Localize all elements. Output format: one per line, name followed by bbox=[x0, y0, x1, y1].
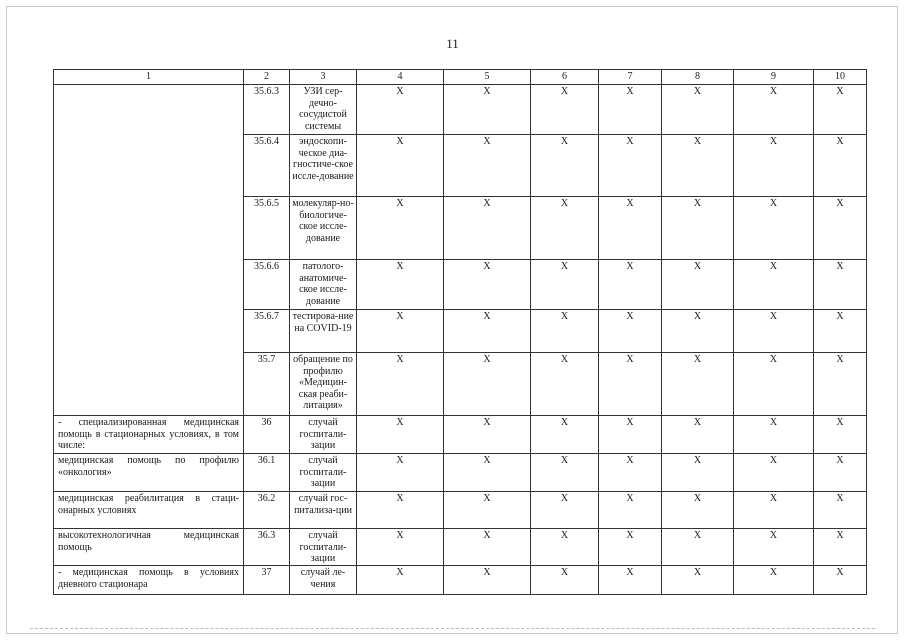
value-cell: Х bbox=[599, 135, 662, 197]
column-header: 7 bbox=[599, 70, 662, 85]
row-unit-cell: обращение по профилю «Медицин-ская реаби-литация» bbox=[290, 353, 357, 416]
column-header: 9 bbox=[734, 70, 814, 85]
value-cell: Х bbox=[444, 85, 531, 135]
row-code-cell: 35.6.5 bbox=[244, 197, 290, 260]
value-cell: Х bbox=[357, 135, 444, 197]
value-cell: Х bbox=[357, 310, 444, 353]
column-header: 3 bbox=[290, 70, 357, 85]
value-cell: Х bbox=[444, 310, 531, 353]
row-name-cell: медицинская помощь по профилю «онкология» bbox=[54, 454, 244, 492]
value-cell: Х bbox=[662, 416, 734, 454]
footer-divider bbox=[30, 628, 875, 629]
column-header: 2 bbox=[244, 70, 290, 85]
row-unit-cell: патолого-анатомиче-ское иссле-дование bbox=[290, 260, 357, 310]
value-cell: Х bbox=[531, 529, 599, 566]
value-cell: Х bbox=[531, 353, 599, 416]
row-code-cell: 36.1 bbox=[244, 454, 290, 492]
row-unit-cell: случай госпитали-зации bbox=[290, 454, 357, 492]
value-cell: Х bbox=[814, 416, 867, 454]
row-unit-cell: УЗИ сер-дечно-сосудистой системы bbox=[290, 85, 357, 135]
row-unit-cell: случай госпитали-зации bbox=[290, 416, 357, 454]
table-row bbox=[54, 85, 867, 135]
value-cell: Х bbox=[814, 454, 867, 492]
value-cell: Х bbox=[734, 260, 814, 310]
value-cell: Х bbox=[734, 310, 814, 353]
value-cell: Х bbox=[531, 260, 599, 310]
row-name-cell: высокотехнологичная медицинская помощь bbox=[54, 529, 244, 566]
value-cell: Х bbox=[357, 492, 444, 529]
row-name-cell: медицинская реабилитация в стаци-онарных условиях bbox=[54, 492, 244, 529]
value-cell: Х bbox=[734, 566, 814, 595]
value-cell: Х bbox=[444, 416, 531, 454]
value-cell: Х bbox=[662, 353, 734, 416]
value-cell: Х bbox=[531, 85, 599, 135]
value-cell: Х bbox=[599, 85, 662, 135]
value-cell: Х bbox=[814, 310, 867, 353]
value-cell: Х bbox=[357, 566, 444, 595]
value-cell: Х bbox=[444, 529, 531, 566]
value-cell: Х bbox=[734, 353, 814, 416]
value-cell: Х bbox=[814, 529, 867, 566]
value-cell: Х bbox=[599, 197, 662, 260]
row-unit-cell: случай ле-чения bbox=[290, 566, 357, 595]
value-cell: Х bbox=[662, 492, 734, 529]
value-cell: Х bbox=[599, 310, 662, 353]
value-cell: Х bbox=[814, 492, 867, 529]
column-header: 4 bbox=[357, 70, 444, 85]
table-row bbox=[54, 454, 867, 492]
row-unit-cell: молекуляр-но-биологиче-ское иссле-дование bbox=[290, 197, 357, 260]
value-cell: Х bbox=[531, 135, 599, 197]
row-code-cell: 35.6.6 bbox=[244, 260, 290, 310]
row-code-cell: 35.6.3 bbox=[244, 85, 290, 135]
row-unit-cell: эндоскопи-ческое диа-гностиче-ское иссле-дование bbox=[290, 135, 357, 197]
value-cell: Х bbox=[357, 260, 444, 310]
value-cell: Х bbox=[531, 566, 599, 595]
value-cell: Х bbox=[531, 310, 599, 353]
column-header: 10 bbox=[814, 70, 867, 85]
value-cell: Х bbox=[662, 454, 734, 492]
row-code-cell: 35.7 bbox=[244, 353, 290, 416]
row-code-cell: 36.2 bbox=[244, 492, 290, 529]
row-code-cell: 36.3 bbox=[244, 529, 290, 566]
value-cell: Х bbox=[662, 197, 734, 260]
row-code-cell: 36 bbox=[244, 416, 290, 454]
value-cell: Х bbox=[357, 85, 444, 135]
value-cell: Х bbox=[662, 310, 734, 353]
value-cell: Х bbox=[599, 492, 662, 529]
row-unit-cell: случай госпитали-зации bbox=[290, 529, 357, 566]
table-row bbox=[54, 492, 867, 529]
column-header: 6 bbox=[531, 70, 599, 85]
row-code-cell: 37 bbox=[244, 566, 290, 595]
value-cell: Х bbox=[734, 197, 814, 260]
value-cell: Х bbox=[734, 135, 814, 197]
value-cell: Х bbox=[357, 197, 444, 260]
value-cell: Х bbox=[357, 454, 444, 492]
column-header: 1 bbox=[54, 70, 244, 85]
value-cell: Х bbox=[599, 529, 662, 566]
value-cell: Х bbox=[444, 260, 531, 310]
value-cell: Х bbox=[599, 416, 662, 454]
value-cell: Х bbox=[662, 529, 734, 566]
value-cell: Х bbox=[662, 135, 734, 197]
value-cell: Х bbox=[814, 197, 867, 260]
row-code-cell: 35.6.4 bbox=[244, 135, 290, 197]
row-code-cell: 35.6.7 bbox=[244, 310, 290, 353]
header-row bbox=[54, 70, 867, 85]
value-cell: Х bbox=[444, 353, 531, 416]
value-cell: Х bbox=[814, 353, 867, 416]
value-cell: Х bbox=[444, 197, 531, 260]
value-cell: Х bbox=[599, 566, 662, 595]
row-unit-cell: случай гос-питализа-ции bbox=[290, 492, 357, 529]
value-cell: Х bbox=[734, 416, 814, 454]
value-cell: Х bbox=[444, 492, 531, 529]
value-cell: Х bbox=[734, 529, 814, 566]
value-cell: Х bbox=[814, 85, 867, 135]
value-cell: Х bbox=[531, 416, 599, 454]
value-cell: Х bbox=[531, 492, 599, 529]
value-cell: Х bbox=[814, 135, 867, 197]
value-cell: Х bbox=[599, 260, 662, 310]
row-name-cell bbox=[54, 85, 244, 416]
row-name-cell: - медицинская помощь в условиях дневного стационара bbox=[54, 566, 244, 595]
value-cell: Х bbox=[531, 197, 599, 260]
value-cell: Х bbox=[814, 566, 867, 595]
value-cell: Х bbox=[444, 135, 531, 197]
table-row bbox=[54, 416, 867, 454]
value-cell: Х bbox=[814, 260, 867, 310]
table-row bbox=[54, 529, 867, 566]
value-cell: Х bbox=[662, 260, 734, 310]
table-row bbox=[54, 566, 867, 595]
row-unit-cell: тестирова-ние на COVID-19 bbox=[290, 310, 357, 353]
value-cell: Х bbox=[357, 529, 444, 566]
column-header: 8 bbox=[662, 70, 734, 85]
column-header: 5 bbox=[444, 70, 531, 85]
row-name-cell: - специализированная медицинская помощь в стационарных условиях, в том числе: bbox=[54, 416, 244, 454]
value-cell: Х bbox=[662, 566, 734, 595]
value-cell: Х bbox=[599, 454, 662, 492]
value-cell: Х bbox=[531, 454, 599, 492]
value-cell: Х bbox=[734, 492, 814, 529]
value-cell: Х bbox=[444, 454, 531, 492]
data-table bbox=[53, 69, 867, 595]
value-cell: Х bbox=[444, 566, 531, 595]
value-cell: Х bbox=[357, 353, 444, 416]
value-cell: Х bbox=[662, 85, 734, 135]
page-number: 11 bbox=[446, 36, 459, 51]
value-cell: Х bbox=[734, 454, 814, 492]
value-cell: Х bbox=[357, 416, 444, 454]
value-cell: Х bbox=[734, 85, 814, 135]
value-cell: Х bbox=[599, 353, 662, 416]
